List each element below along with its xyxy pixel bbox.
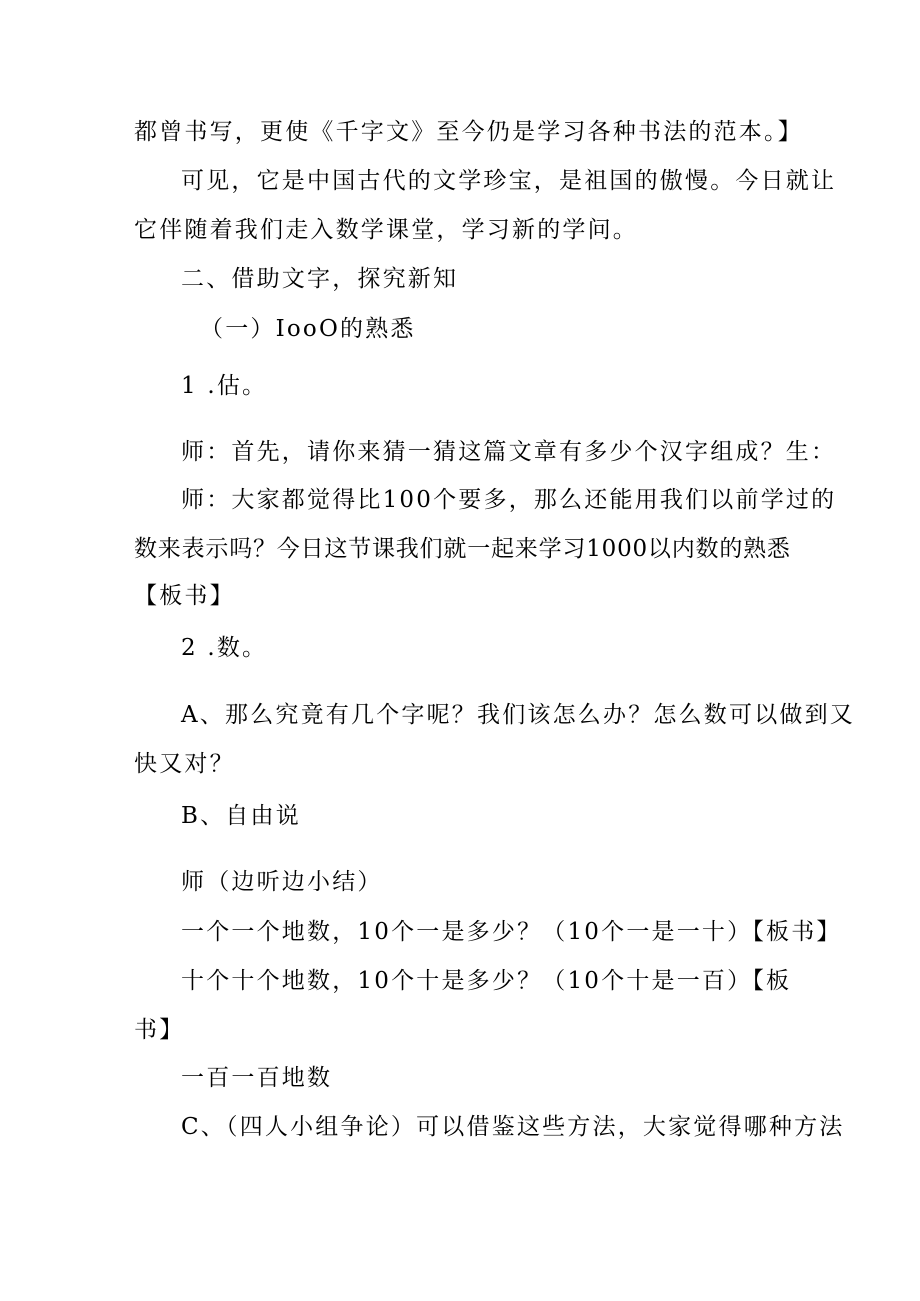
- text-line-15: 师（边听边小结）: [181, 869, 383, 895]
- text-line-17: 十个十个地数，10个十是多少？（10个十是一百）【板: [181, 968, 792, 994]
- text-line-13: 快又对？: [134, 751, 235, 777]
- text-line-10: 【板书】: [134, 583, 235, 609]
- text-line-16: 一个一个地数，10个一是多少？（10个一是一十）【板书】: [181, 919, 842, 945]
- text-line-7: 师：首先，请你来猜一猜这篇文章有多少个汉字组成？生：: [181, 439, 837, 465]
- text-line-9: 数来表示吗？今日这节课我们就一起来学习1000以内数的熟悉: [134, 536, 791, 562]
- text-line-20: C、（四人小组争论）可以借鉴这些方法，大家觉得哪种方法: [181, 1114, 845, 1140]
- step-1-heading: 1 .估。: [181, 373, 268, 399]
- text-line-19: 一百一百地数: [181, 1065, 333, 1091]
- text-line-3: 它伴随着我们走入数学课堂，学习新的学问。: [134, 217, 638, 243]
- subsection-heading: （一）IooO的熟悉: [200, 316, 416, 342]
- step-2-heading: 2 .数。: [181, 635, 268, 661]
- section-heading: 二、借助文字，探究新知: [181, 266, 459, 292]
- text-line-12: A、那么究竟有几个字呢？我们该怎么办？怎么数可以做到又: [181, 702, 856, 728]
- text-line-8: 师：大家都觉得比100个要多，那么还能用我们以前学过的: [181, 487, 837, 513]
- text-line-1: 都曾书写，更使《千字文》至今仍是学习各种书法的范本。】: [134, 119, 803, 145]
- text-line-14: B、自由说: [181, 803, 301, 829]
- text-line-2: 可见，它是中国古代的文学珍宝，是祖国的傲慢。今日就让: [181, 168, 837, 194]
- text-line-18: 书】: [134, 1017, 185, 1043]
